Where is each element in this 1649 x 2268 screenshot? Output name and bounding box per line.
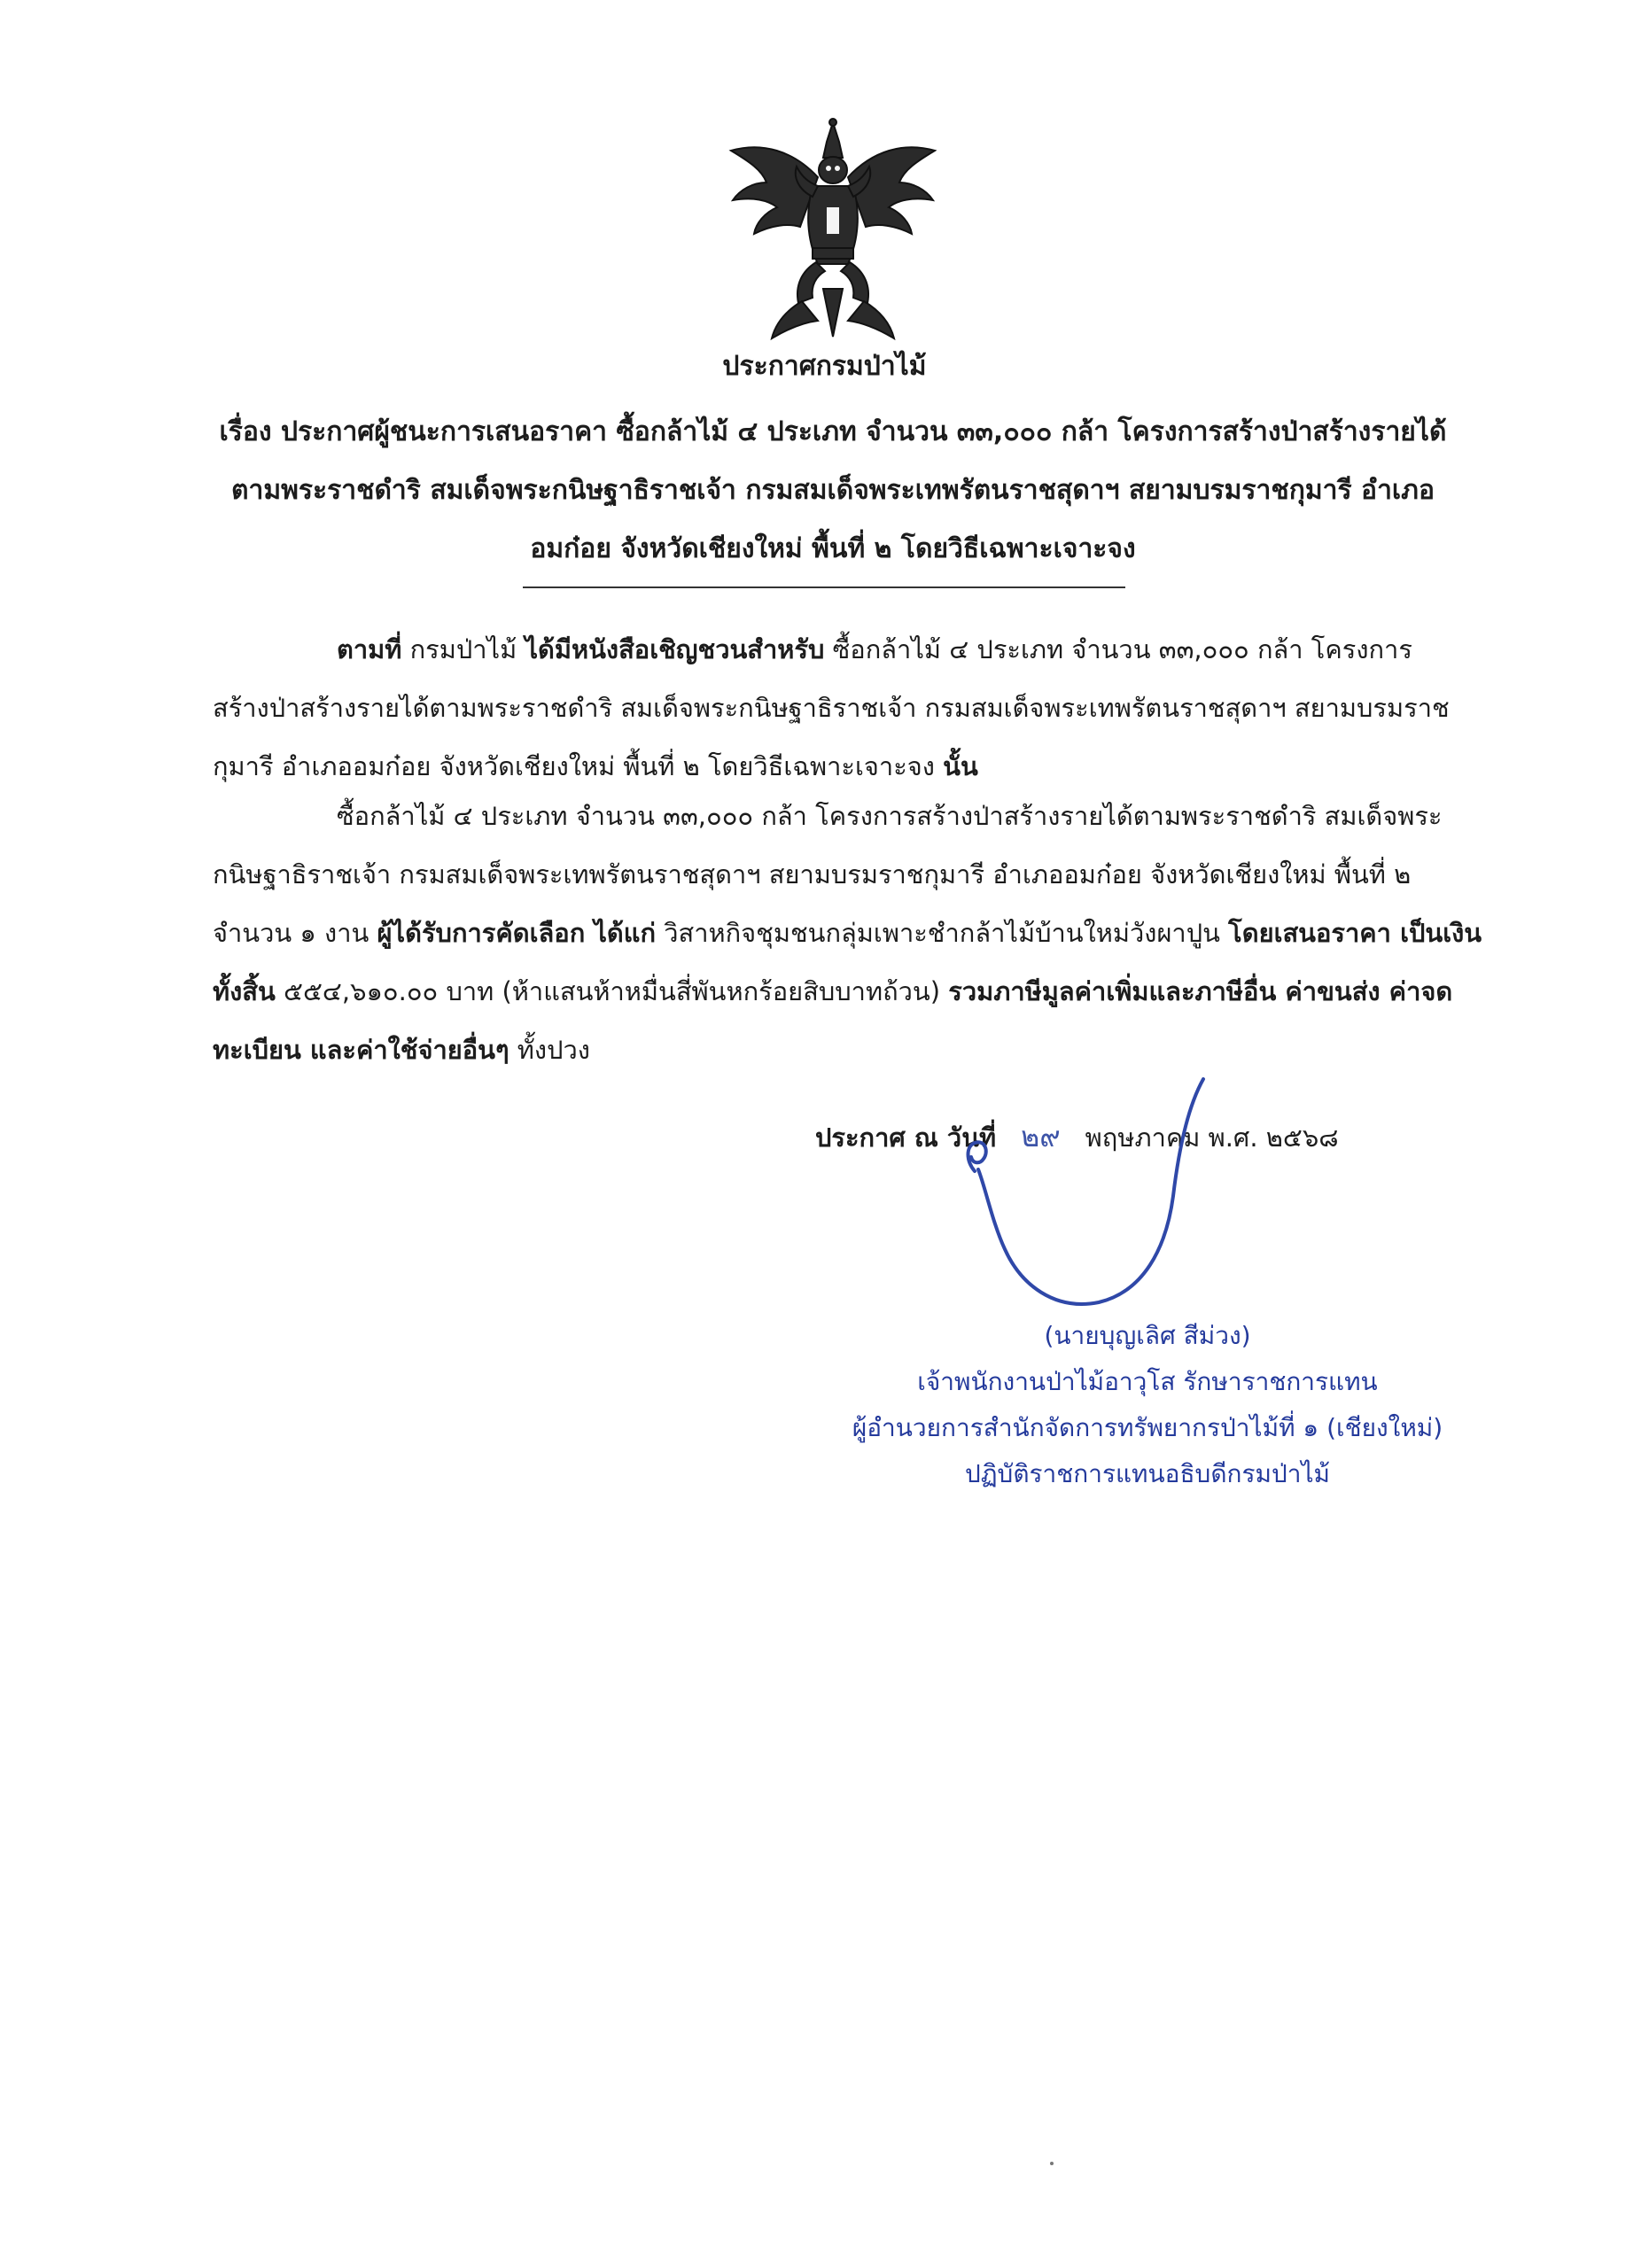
dateline-prefix: ประกาศ ณ วันที่	[815, 1122, 997, 1153]
subject-line-3: อมก๋อย จังหวัดเชียงใหม่ พื้นที่ ๒ โดยวิธีเฉพาะเจาะจง	[530, 533, 1136, 564]
subject-line-1: เรื่อง ประกาศผู้ชนะการเสนอราคา ซื้อกล้าไม้ ๔ ประเภท จำนวน ๓๓,๐๐๐ กล้า โครงการสร้างป่าสร้างรายได้	[219, 416, 1447, 447]
signer-position-2: ผู้อำนวยการสำนักจัดการทรัพยากรป่าไม้ที่ ๑ (เชียงใหม่)	[852, 1413, 1443, 1442]
dateline-day: ๒๙	[1021, 1120, 1061, 1153]
paragraph-award	[213, 787, 1482, 1079]
bold-span: รวมภาษีมูลค่าเพิ่มและภาษีอื่น ค่าขนส่ง ค่าจด	[948, 976, 1453, 1006]
signer-position-3: ปฏิบัติราชการแทนอธิบดีกรมป่าไม้	[964, 1459, 1330, 1488]
text-span: ๕๕๔,๖๑๐.๐๐ บาท (ห้าแสนห้าหมื่นสี่พันหกร้อยสิบบาทถ้วน)	[275, 976, 949, 1006]
text-span: วิสาหกิจชุมชนกลุ่มเพาะชำกล้าไม้บ้านใหม่วังผาปูน	[656, 918, 1229, 948]
bold-span: นั้น	[943, 751, 978, 781]
bold-span: โดยเสนอราคา เป็นเงิน	[1228, 918, 1482, 948]
bold-span: ทะเบียน และค่าใช้จ่ายอื่นๆ	[213, 1035, 509, 1065]
text-span: กรมป่าไม้	[401, 634, 525, 664]
subject-line-2: ตามพระราชดำริ สมเด็จพระกนิษฐาธิราชเจ้า กรมสมเด็จพระเทพรัตนราชสุดาฯ สยามบรมราชกุมารี อำเภอ	[231, 475, 1435, 506]
garuda-emblem-icon	[713, 115, 953, 346]
paragraph-2-line-2: กนิษฐาธิราชเจ้า กรมสมเด็จพระเทพรัตนราชสุดาฯ สยามบรมราชกุมารี อำเภออมก๋อย จังหวัดเชียงใหม่ พื้นที่ ๒	[213, 859, 1412, 889]
text-span: จำนวน ๑ งาน	[213, 918, 377, 948]
paragraph-2-line-3	[213, 904, 1482, 962]
text-span: ซื้อกล้าไม้ ๔ ประเภท จำนวน ๓๓,๐๐๐ กล้า โครงการ	[824, 634, 1412, 664]
text-span: ทั้งปวง	[509, 1035, 590, 1065]
bold-span: ผู้ได้รับการคัดเลือก ได้แก่	[377, 918, 657, 948]
paragraph-background	[213, 620, 1471, 796]
bold-span: ทั้งสิ้น	[213, 976, 276, 1006]
text-span: กุมารี อำเภออมก๋อย จังหวัดเชียงใหม่ พื้นที่ ๒ โดยวิธีเฉพาะเจาะจง	[213, 751, 944, 781]
paragraph-2-line-5	[213, 1021, 1471, 1079]
paragraph-2-line-1: ซื้อกล้าไม้ ๔ ประเภท จำนวน ๓๓,๐๐๐ กล้า โครงการสร้างป่าสร้างรายได้ตามพระราชดำริ สมเด็จพระ	[337, 801, 1443, 831]
dateline-month-year: พฤษภาคม พ.ศ. ๒๕๖๘	[1085, 1122, 1339, 1153]
signer-block	[806, 1313, 1489, 1497]
paragraph-1-line-1	[213, 620, 1471, 679]
subject-heading	[204, 403, 1462, 579]
divider	[523, 586, 1125, 588]
signer-position-1: เจ้าพนักงานป่าไม้อาวุโส รักษาราชการแทน	[917, 1367, 1378, 1396]
scan-speck	[1050, 2162, 1054, 2165]
page-title: ประกาศกรมป่าไม้	[722, 351, 927, 382]
lead-word: ตามที่	[337, 634, 402, 664]
paragraph-1-line-2: สร้างป่าสร้างรายได้ตามพระราชดำริ สมเด็จพระกนิษฐาธิราชเจ้า กรมสมเด็จพระเทพรัตนราชสุดาฯ สยามบรมราช	[213, 693, 1450, 723]
handwritten-signature-icon	[922, 1072, 1214, 1320]
signer-name: (นายบุญเลิศ สีม่วง)	[1044, 1321, 1251, 1350]
paragraph-2-line-4	[213, 962, 1471, 1021]
bold-span: ได้มีหนังสือเชิญชวนสำหรับ	[525, 634, 825, 664]
